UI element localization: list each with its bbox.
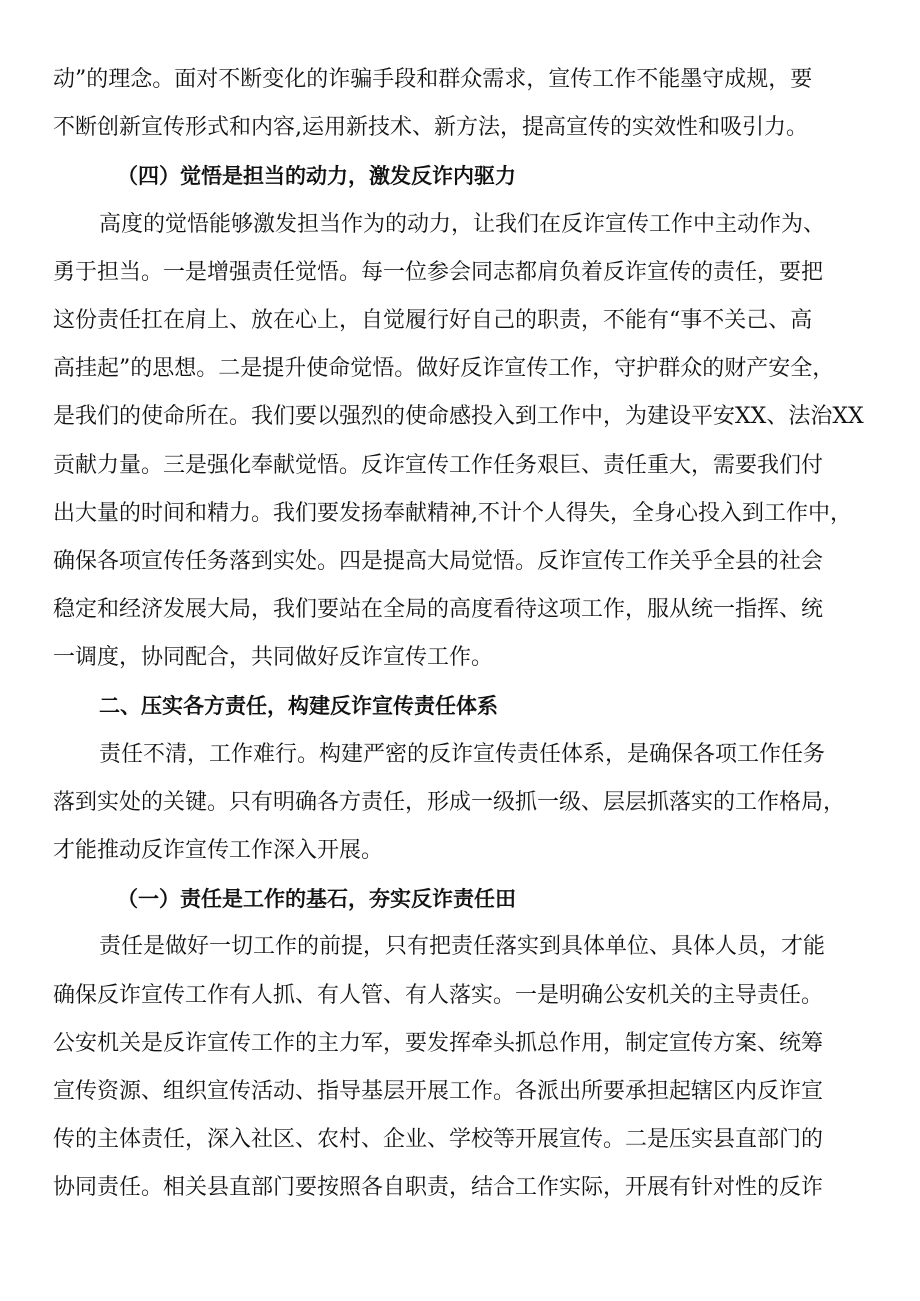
body-line: 稳定和经济发展大局，我们要站在全局的高度看待这项工作，服从统一指挥、统 bbox=[53, 597, 824, 623]
body-line: 动”的理念。面对不断变化的诈骗手段和群众需求，宣传工作不能墨守成规，要 bbox=[53, 67, 813, 92]
body-line: 高挂起”的思想。二是提升使命觉悟。做好反诈宣传工作，守护群众的财产安全， bbox=[53, 356, 835, 382]
paragraph-first-line: 责任是做好一切工作的前提，只有把责任落实到具体单位、具体人员，才能 bbox=[99, 934, 826, 960]
body-line: 传的主体责任，深入社区、农村、企业、学校等开展宣传。二是压实县直部门的 bbox=[53, 1127, 824, 1153]
section-heading: （一）责任是工作的基石，夯实反诈责任田 bbox=[117, 887, 516, 912]
section-heading: （四）觉悟是担当的动力，激发反诈内驱力 bbox=[117, 164, 516, 189]
body-line: 这份责任扛在肩上、放在心上，自觉履行好自己的职责，不能有“事不关己、高 bbox=[53, 307, 813, 333]
body-line: 确保反诈宣传工作有人抓、有人管、有人落实。一是明确公安机关的主导责任。 bbox=[53, 982, 824, 1008]
body-line: 确保各项宣传任务落到实处。四是提高大局觉悟。反诈宣传工作关乎全县的社会 bbox=[53, 548, 824, 574]
body-line: 公安机关是反诈宣传工作的主力军，要发挥牵头抓总作用，制定宣传方案、统筹 bbox=[53, 1030, 824, 1056]
document-page bbox=[53, 56, 873, 1213]
body-line: 才能推动反诈宣传工作深入开展。 bbox=[53, 838, 384, 863]
body-line: 是我们的使命所在。我们要以强烈的使命感投入到工作中，为建设平安XX、法治XX bbox=[53, 404, 864, 430]
body-line: 落到实处的关键。只有明确各方责任，形成一级抓一级、层层抓落实的工作格局， bbox=[53, 789, 846, 815]
body-line: 贡献力量。三是强化奉献觉悟。反诈宣传工作任务艰巨、责任重大，需要我们付 bbox=[53, 452, 824, 478]
body-line: 协同责任。相关县直部门要按照各自职责，结合工作实际，开展有针对性的反诈 bbox=[53, 1175, 824, 1201]
body-line: 出大量的时间和精力。我们要发扬奉献精神,不计个人得失，全身心投入到工作中， bbox=[53, 500, 852, 526]
paragraph-first-line: 责任不清，工作难行。构建严密的反诈宣传责任体系，是确保各项工作任务 bbox=[99, 741, 826, 767]
body-line: 勇于担当。一是增强责任觉悟。每一位参会同志都肩负着反诈宣传的责任，要把 bbox=[53, 259, 824, 285]
chapter-heading: 二、压实各方责任，构建反诈宣传责任体系 bbox=[99, 694, 498, 719]
body-line: 不断创新宣传形式和内容,运用新技术、新方法，提高宣传的实效性和吸引力。 bbox=[53, 115, 808, 141]
body-line: 宣传资源、组织宣传活动、指导基层开展工作。各派出所要承担起辖区内反诈宣 bbox=[53, 1078, 824, 1104]
body-line: 一调度，协同配合，共同做好反诈宣传工作。 bbox=[53, 645, 494, 671]
paragraph-first-line: 高度的觉悟能够激发担当作为的动力，让我们在反诈宣传工作中主动作为、 bbox=[99, 211, 826, 237]
